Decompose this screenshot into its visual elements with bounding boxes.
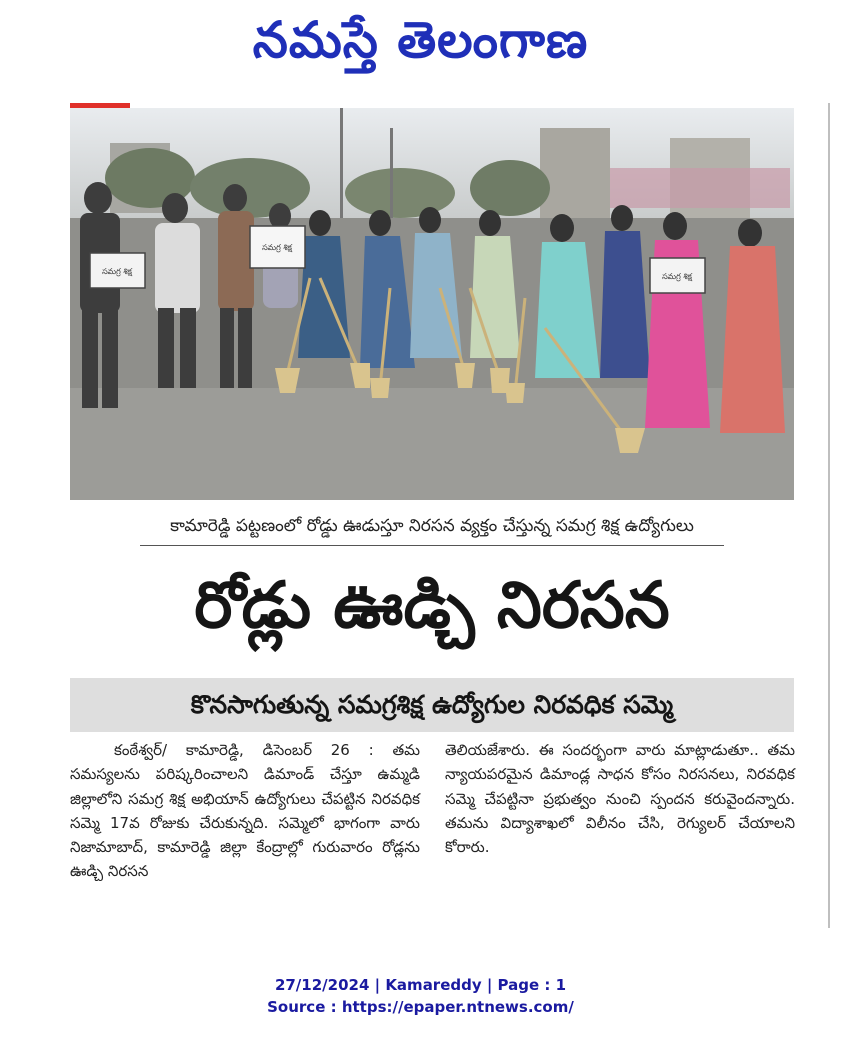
headline: రోడ్లు ఊడ్చి నిరసన bbox=[194, 569, 670, 643]
placard-2-text: సమగ్ర శిక్ష bbox=[262, 243, 292, 252]
placard-1-text: సమగ్ర శిక్ష bbox=[102, 267, 132, 276]
column-divider bbox=[828, 103, 830, 928]
caption-underline bbox=[140, 545, 724, 546]
subheadline: కొనసాగుతున్న సమగ్రశిక్ష ఉద్యోగుల నిరవధిక సమ్మె bbox=[70, 678, 794, 732]
masthead-title: నమస్తే తెలంగాణ bbox=[252, 11, 589, 69]
footer-source: Source : https://epaper.ntnews.com/ bbox=[267, 998, 574, 1016]
placard-3-text: సమగ్ర శిక్ష bbox=[662, 272, 692, 281]
photo-caption: కామారెడ్డి పట్టణంలో రోడ్డు ఊడుస్తూ నిరసన వ్యక్తం చేస్తున్న సమగ్ర శిక్ష ఉద్యోగులు bbox=[170, 516, 694, 536]
article-body-column-2: తెలియజేశారు. ఈ సందర్భంగా వారు మాట్లాడుతూ.. తమ న్యాయపరమైన డిమాండ్ల సాధన కోసం నిరసనలు, నిరవధిక సమ్మె చేపట్టినా ప్రభుత్వం నుంచి స్పందన కరువైందన్నారు. తమను విద్యాశాఖలో విలీనం చేసి, రెగ్యులర్ చేయాలని కోరారు. bbox=[445, 741, 795, 857]
article-body-column-1: కంఠేశ్వర్/ కామారెడ్డి, డిసెంబర్ 26 : తమ సమస్యలను పరిష్కరించాలని డిమాండ్ చేస్తూ ఉమ్మడి జిల్లాలోని సమగ్ర శిక్ష అభియాన్ ఉద్యోగులు చేపట్టిన నిరవధిక సమ్మె 17వ రోజుకు చేరుకున్నది. సమ్మెలో భాగంగా వారు నిజామాబాద్, కామారెడ్డి జిల్లా కేంద్రాల్లో గురువారం రోడ్లను ఊడ్చి నిరసన bbox=[70, 741, 420, 881]
news-photo bbox=[70, 108, 794, 500]
footer-date-edition: 27/12/2024 | Kamareddy | Page : 1 bbox=[274, 976, 567, 994]
